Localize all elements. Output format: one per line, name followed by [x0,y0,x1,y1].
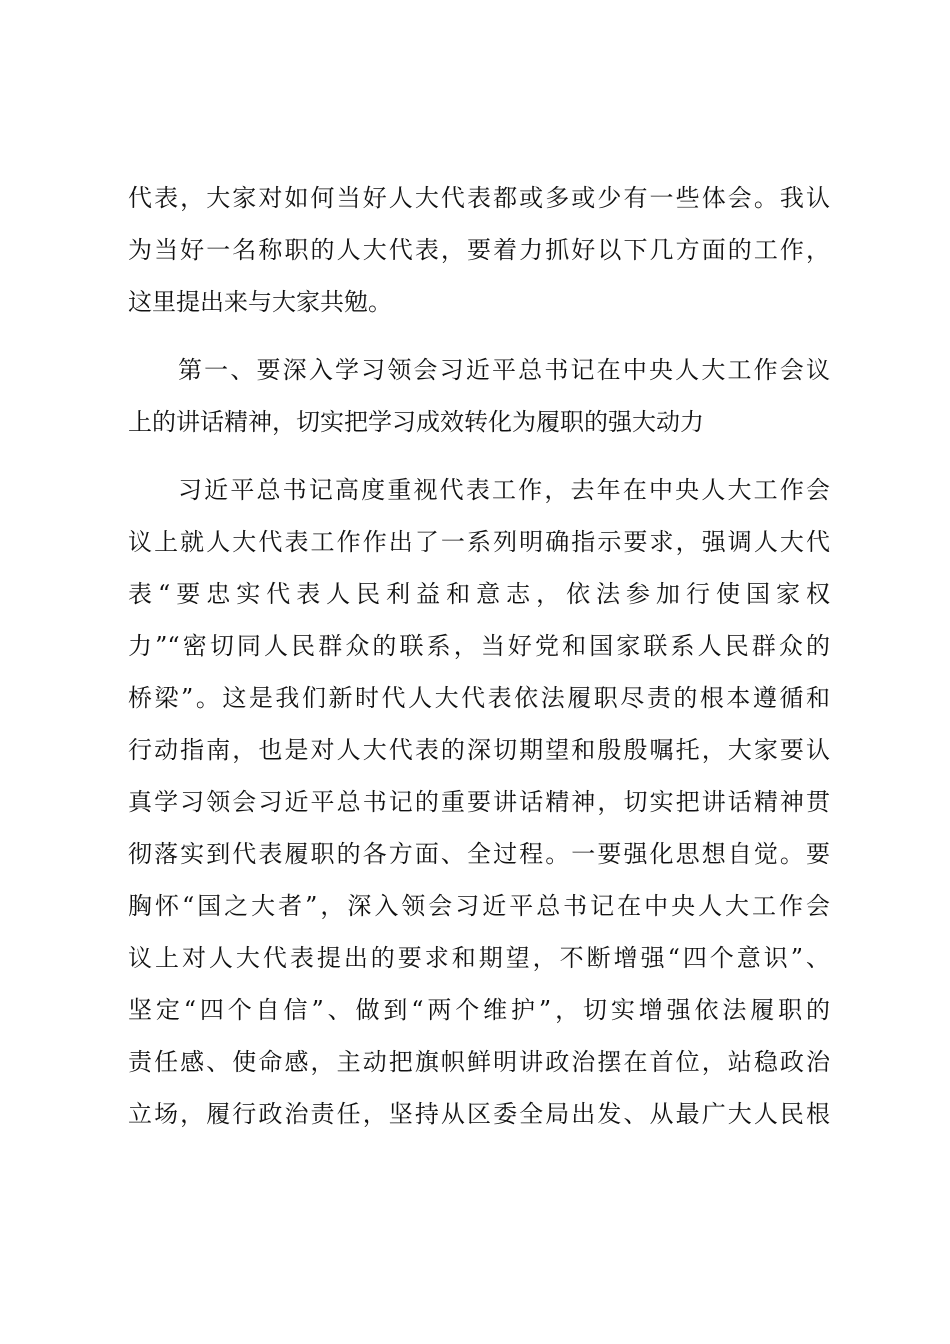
paragraph-3-line-8: 彻落实到代表履职的各方面、全过程。一要强化思想自觉。要 [128,840,830,868]
section-heading-line-2: 上的讲话精神，切实把学习成效转化为履职的强大动力 [128,408,704,436]
paragraph-1-line-1: 代表，大家对如何当好人大代表都或多或少有一些体会。我认 [128,184,830,212]
paragraph-3-line-1: 习近平总书记高度重视代表工作，去年在中央人大工作会 [178,476,830,504]
paragraph-3-line-9: 胸怀“国之大者”，深入领会习近平总书记在中央人大工作会 [128,892,830,920]
paragraph-3-line-12: 责任感、使命感，主动把旗帜鲜明讲政治摆在首位，站稳政治 [128,1048,830,1076]
paragraph-3-line-10: 议上对人大代表提出的要求和期望，不断增强“四个意识”、 [128,944,830,972]
paragraph-1-line-2: 为当好一名称职的人大代表，要着力抓好以下几方面的工作， [128,236,830,264]
paragraph-3-line-6: 行动指南，也是对人大代表的深切期望和殷殷嘱托，大家要认 [128,736,830,764]
paragraph-3-line-13: 立场，履行政治责任，坚持从区委全局出发、从最广大人民根 [128,1100,830,1128]
paragraph-1-line-3: 这里提出来与大家共勉。 [128,288,392,316]
paragraph-3-line-11: 坚定“四个自信”、做到“两个维护”，切实增强依法履职的 [128,996,830,1024]
paragraph-3-line-7: 真学习领会习近平总书记的重要讲话精神，切实把讲话精神贯 [128,788,830,816]
paragraph-3-line-3: 表“要忠实代表人民利益和意志，依法参加行使国家权 [128,580,830,608]
paragraph-3-line-4: 力”“密切同人民群众的联系，当好党和国家联系人民群众的 [128,632,830,660]
section-heading-line-1: 第一、要深入学习领会习近平总书记在中央人大工作会议 [178,356,830,384]
paragraph-3-line-5: 桥梁”。这是我们新时代人大代表依法履职尽责的根本遵循和 [128,684,830,712]
paragraph-3-line-2: 议上就人大代表工作作出了一系列明确指示要求，强调人大代 [128,528,830,556]
